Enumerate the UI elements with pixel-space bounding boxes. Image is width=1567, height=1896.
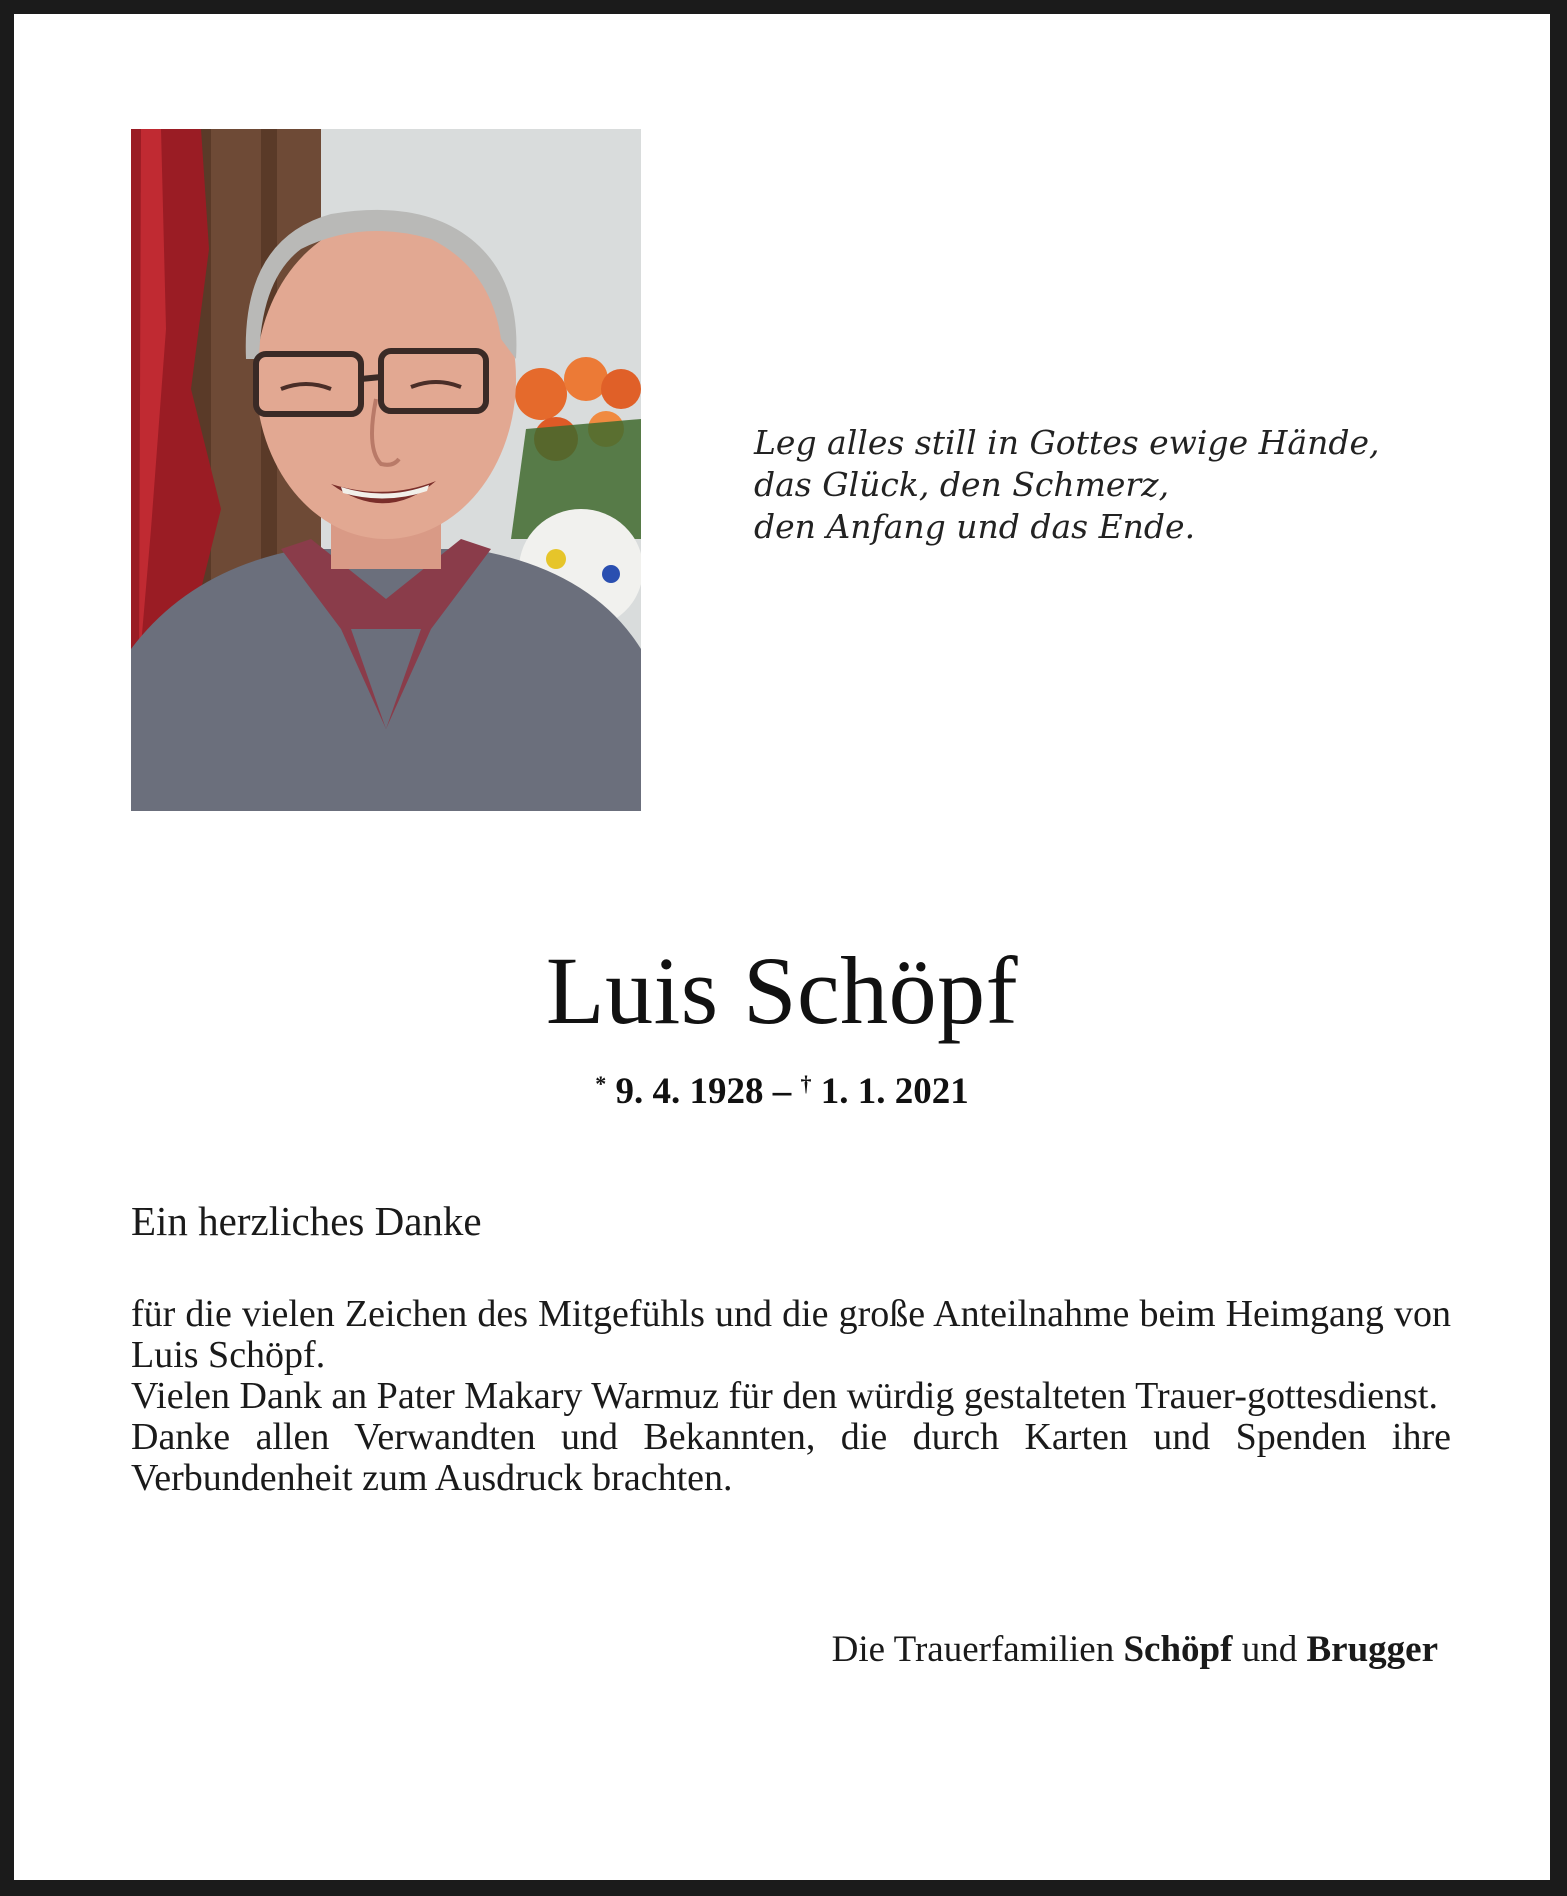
thanks-paragraph: Danke allen Verwandten und Bekannten, die durch Karten und Spenden ihre Verbundenheit zum Ausdruck brachten. — [131, 1416, 1451, 1499]
death-date: 1. 1. 2021 — [820, 1071, 969, 1112]
signature-conjunction: und — [1241, 1629, 1298, 1670]
thanks-paragraph: Vielen Dank an Pater Makary Warmuz für den würdig gestalteten Trauer-gottesdienst. — [131, 1375, 1438, 1417]
birth-symbol: * — [595, 1071, 607, 1096]
death-symbol: † — [800, 1071, 812, 1096]
verse-line: das Glück, den Schmerz, — [754, 465, 1170, 504]
obituary-card — [14, 14, 1550, 1880]
signature — [832, 1628, 1438, 1672]
deceased-name: Luis Schöpf — [545, 937, 1019, 1044]
verse-line: Leg alles still in Gottes ewige Hände, — [754, 423, 1380, 462]
date-separator: – — [772, 1071, 792, 1112]
verse — [754, 422, 1454, 548]
portrait-photo — [131, 129, 641, 811]
family-name-1: Schöpf — [1123, 1629, 1233, 1670]
family-name-2: Brugger — [1306, 1629, 1438, 1670]
birth-date: 9. 4. 1928 — [615, 1071, 764, 1112]
life-dates — [14, 1062, 1550, 1114]
verse-line: den Anfang und das Ende. — [754, 507, 1196, 546]
thanks-text — [131, 1294, 1451, 1499]
portrait-illustration — [131, 129, 641, 811]
signature-prefix: Die Trauerfamilien — [831, 1629, 1115, 1670]
thanks-heading: Ein herzliches Danke — [131, 1198, 482, 1244]
thanks-paragraph: für die vielen Zeichen des Mitgefühls und die große Anteilnahme beim Heimgang von Luis Schöpf. — [131, 1293, 1451, 1376]
